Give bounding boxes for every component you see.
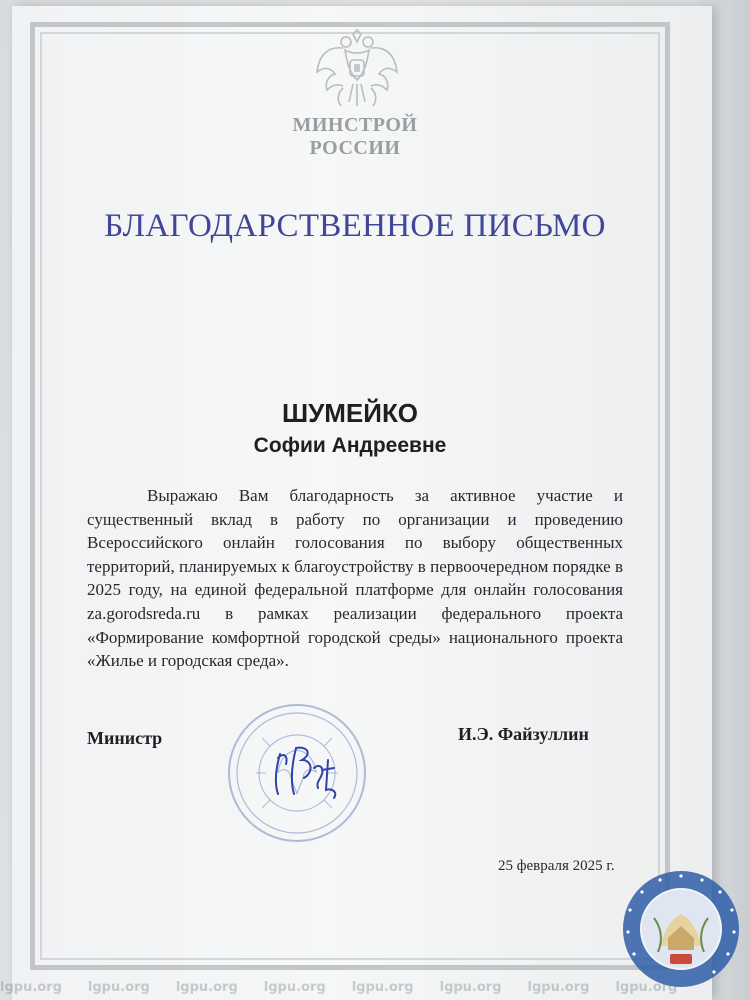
watermark-text: lgpu.org bbox=[175, 980, 238, 995]
letter-body: Выражаю Вам благодарность за активное участие и существенный вклад в работу по организации и проведению Всероссийского онлайн голосования по выбору общественных территорий, планируемых к благоустройству в первоочередном порядке в 2025 году, на единой федеральной платформе для онлайн голосования za.gorodsreda.ru в рамках реализации федерального проекта «Формирование комфортной городской среды» национального проекта «Жилье и городская среда». bbox=[87, 486, 623, 671]
signer-name: И.Э. Файзуллин bbox=[458, 724, 589, 744]
official-stamp-icon bbox=[222, 698, 372, 848]
recipient-name: Софии Андреевне bbox=[253, 434, 447, 457]
watermark-text: lgpu.org bbox=[351, 980, 414, 995]
watermark-text: lgpu.org bbox=[87, 980, 150, 995]
university-seal-icon bbox=[620, 868, 742, 990]
watermark-text: lgpu.org bbox=[439, 980, 502, 995]
signer-position: Министр bbox=[87, 728, 163, 748]
recipient-surname: ШУМЕЙКО bbox=[281, 398, 419, 428]
double-headed-eagle-icon bbox=[313, 28, 401, 112]
document-date: 25 февраля 2025 г. bbox=[498, 858, 615, 874]
watermark-text: lgpu.org bbox=[527, 980, 590, 995]
ministry-name bbox=[250, 114, 460, 160]
watermark-text: lgpu.org bbox=[615, 980, 678, 995]
ministry-line-1: МИНСТРОЙ bbox=[292, 114, 418, 136]
document-title: БЛАГОДАРСТВЕННОЕ ПИСЬМО bbox=[104, 208, 606, 244]
watermark-text: lgpu.org bbox=[263, 980, 326, 995]
watermark bbox=[0, 980, 750, 1000]
ministry-line-2: РОССИИ bbox=[309, 137, 401, 159]
watermark-text: lgpu.org bbox=[0, 980, 62, 995]
